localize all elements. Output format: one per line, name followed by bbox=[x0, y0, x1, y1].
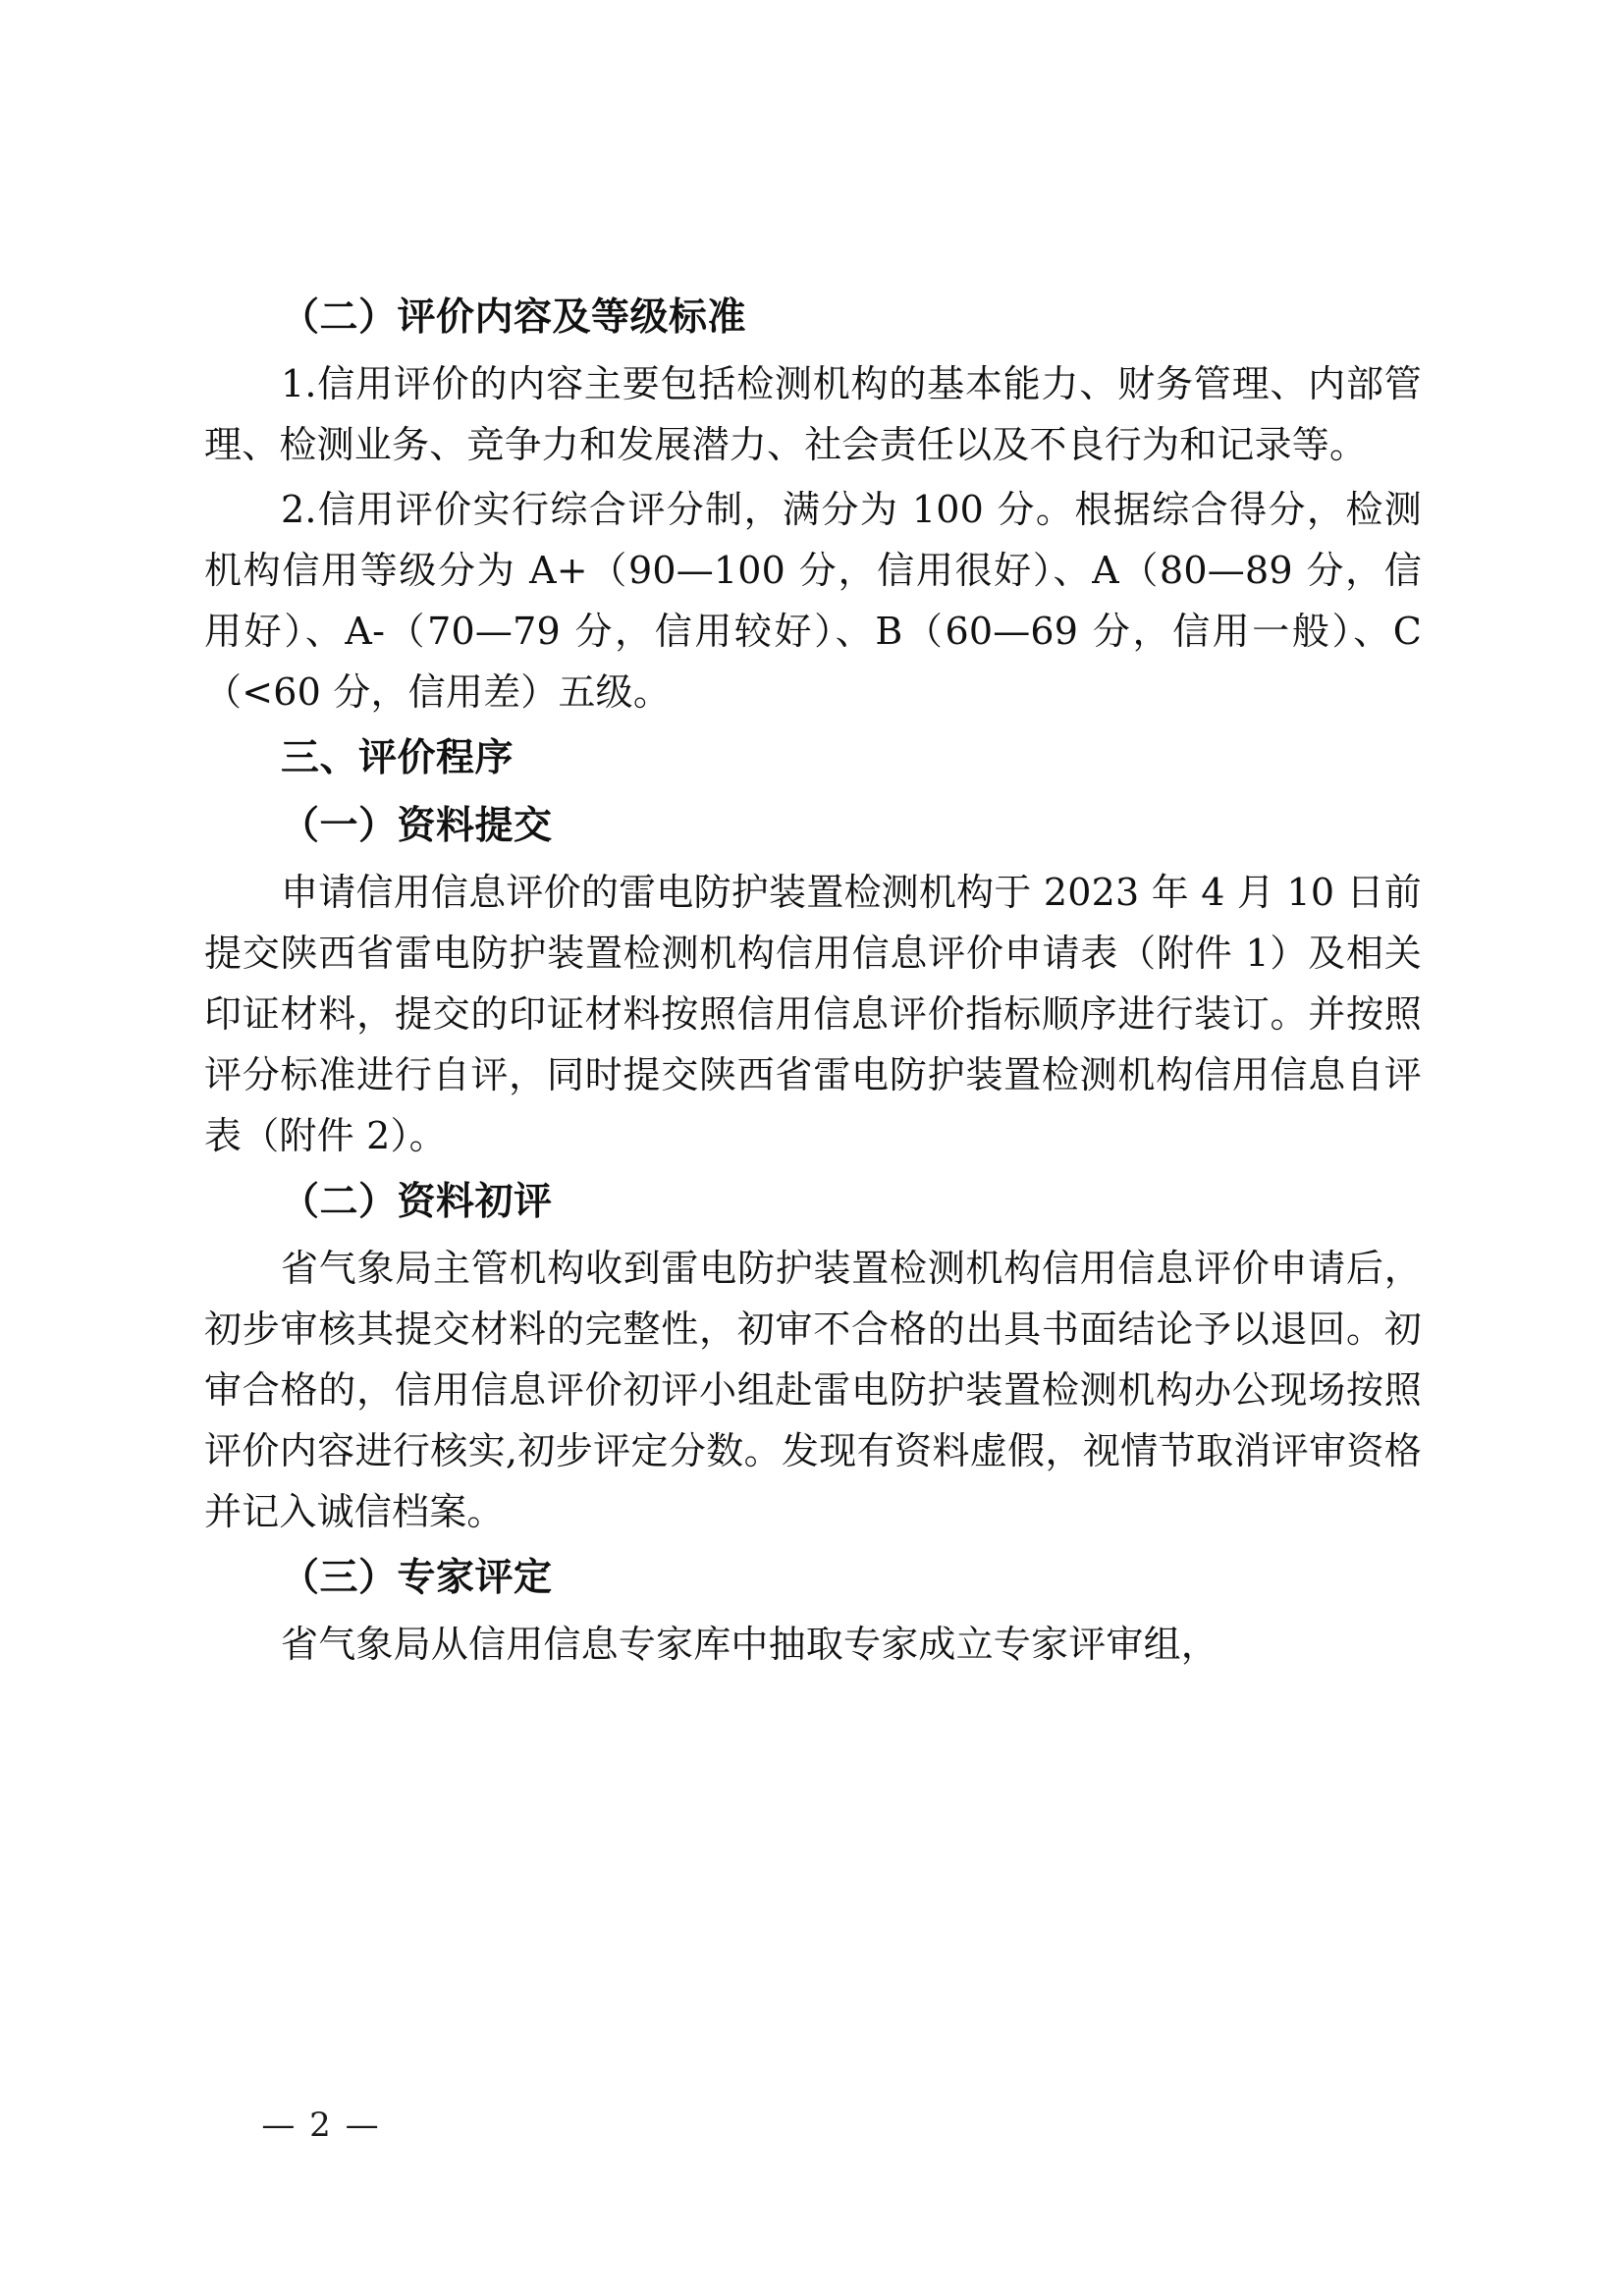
subsection-heading-material-submission: （一）资料提交 bbox=[281, 802, 553, 848]
subsection-heading-expert-assessment: （三）专家评定 bbox=[281, 1554, 553, 1600]
paragraph-preliminary-review: 省气象局主管机构收到雷电防护装置检测机构信用信息评价申请后，初步审核其提交材料的完整性，初审不合格的出具书面结论予以退回。初审合格的，信用信息评价初评小组赴雷电防护装置检测机构办公现场按照评价内容进行核实,初步评定分数。发现有资料虚假，视情节取消评审资格并记入诚信档案。 bbox=[204, 1247, 1422, 1533]
paragraph-material-submission: 申请信用信息评价的雷电防护装置检测机构于 2023 年 4 月 10 日前提交陕西省雷电防护装置检测机构信用信息评价申请表（附件 1）及相关印证材料，提交的印证材料按照信用信息评价指标顺序进行装订。并按照评分标准进行自评，同时提交陕西省雷电防护装置检测机构信用信息自评表（附件 2）。 bbox=[204, 871, 1422, 1157]
page-footer bbox=[0, 2106, 1624, 2145]
section-heading-evaluation-content: （二）评价内容及等级标准 bbox=[281, 294, 747, 340]
page-number: — 2 — bbox=[261, 2106, 381, 2145]
section-heading-evaluation-procedure: 三、评价程序 bbox=[281, 734, 514, 780]
paragraph-scoring-and-grades: 2.信用评价实行综合评分制，满分为 100 分。根据综合得分，检测机构信用等级分为 A+（90—100 分，信用很好）、A（80—89 分，信用好）、A-（70—79 分，信用较好）、B（60—69 分，信用一般）、C（<60 分，信用差）五级。 bbox=[204, 488, 1422, 714]
document-body bbox=[204, 287, 1422, 1676]
paragraph-evaluation-content-items: 1.信用评价的内容主要包括检测机构的基本能力、财务管理、内部管理、检测业务、竞争力和发展潜力、社会责任以及不良行为和记录等。 bbox=[204, 362, 1422, 467]
paragraph-expert-assessment: 省气象局从信用信息专家库中抽取专家成立专家评审组， bbox=[281, 1622, 1219, 1666]
subsection-heading-preliminary-review: （二）资料初评 bbox=[281, 1178, 553, 1224]
